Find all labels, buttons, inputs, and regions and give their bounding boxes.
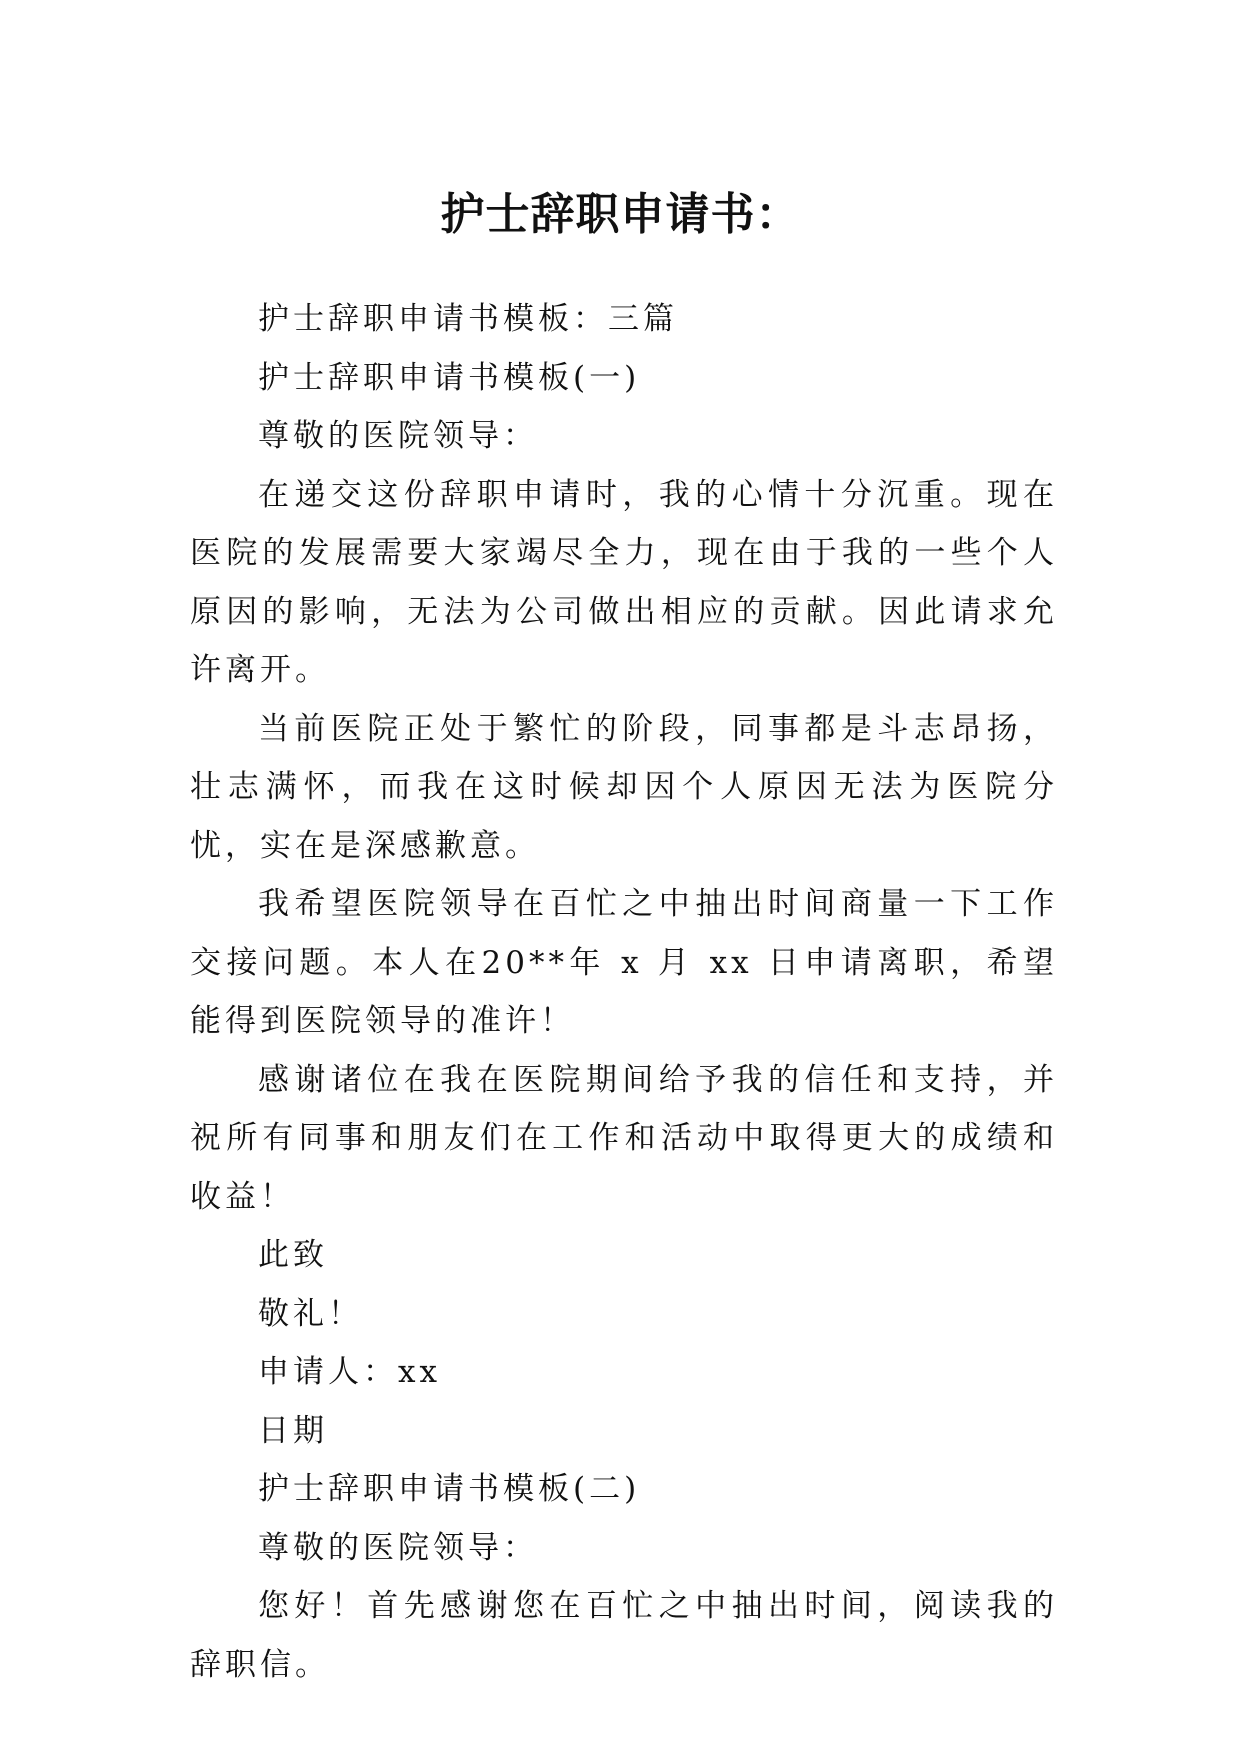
paragraph-subtitle: 护士辞职申请书模板：三篇 xyxy=(258,301,678,337)
paragraph-body: 当前医院正处于繁忙的阶段，同事都是斗志昂扬，壮志满怀，而我在这时候却因个人原因无法为医院分忧，实在是深感歉意。 xyxy=(190,710,1058,864)
document-body xyxy=(190,290,1058,1694)
paragraph-template-one-heading: 护士辞职申请书模板(一) xyxy=(258,359,641,396)
paragraph-body: 感谢诸位在我在医院期间给予我的信任和支持，并祝所有同事和朋友们在工作和活动中取得更大的成绩和收益！ xyxy=(190,1061,1058,1215)
document-title: 护士辞职申请书： xyxy=(440,189,801,241)
paragraph-template-two-heading: 护士辞职申请书模板(二) xyxy=(258,1471,641,1507)
paragraph-body: 在递交这份辞职申请时，我的心情十分沉重。现在医院的发展需要大家竭尽全力，现在由于我的一些个人原因的影响，无法为公司做出相应的贡献。因此请求允许离开。 xyxy=(190,476,1058,688)
paragraph-applicant: 申请人：xx xyxy=(258,1354,441,1390)
paragraph-salutation: 尊敬的医院领导： xyxy=(258,418,538,454)
paragraph-closing: 此致 xyxy=(258,1237,328,1273)
paragraph-body: 您好！首先感谢您在百忙之中抽出时间，阅读我的辞职信。 xyxy=(190,1588,1058,1683)
paragraph-body: 我希望医院领导在百忙之中抽出时间商量一下工作交接问题。本人在20**年 x 月 xx 日申请离职，希望能得到医院领导的准许！ xyxy=(190,886,1058,1039)
paragraph-salutation: 尊敬的医院领导： xyxy=(258,1529,538,1566)
paragraph-closing: 敬礼！ xyxy=(258,1295,363,1332)
paragraph-date: 日期 xyxy=(258,1412,328,1449)
